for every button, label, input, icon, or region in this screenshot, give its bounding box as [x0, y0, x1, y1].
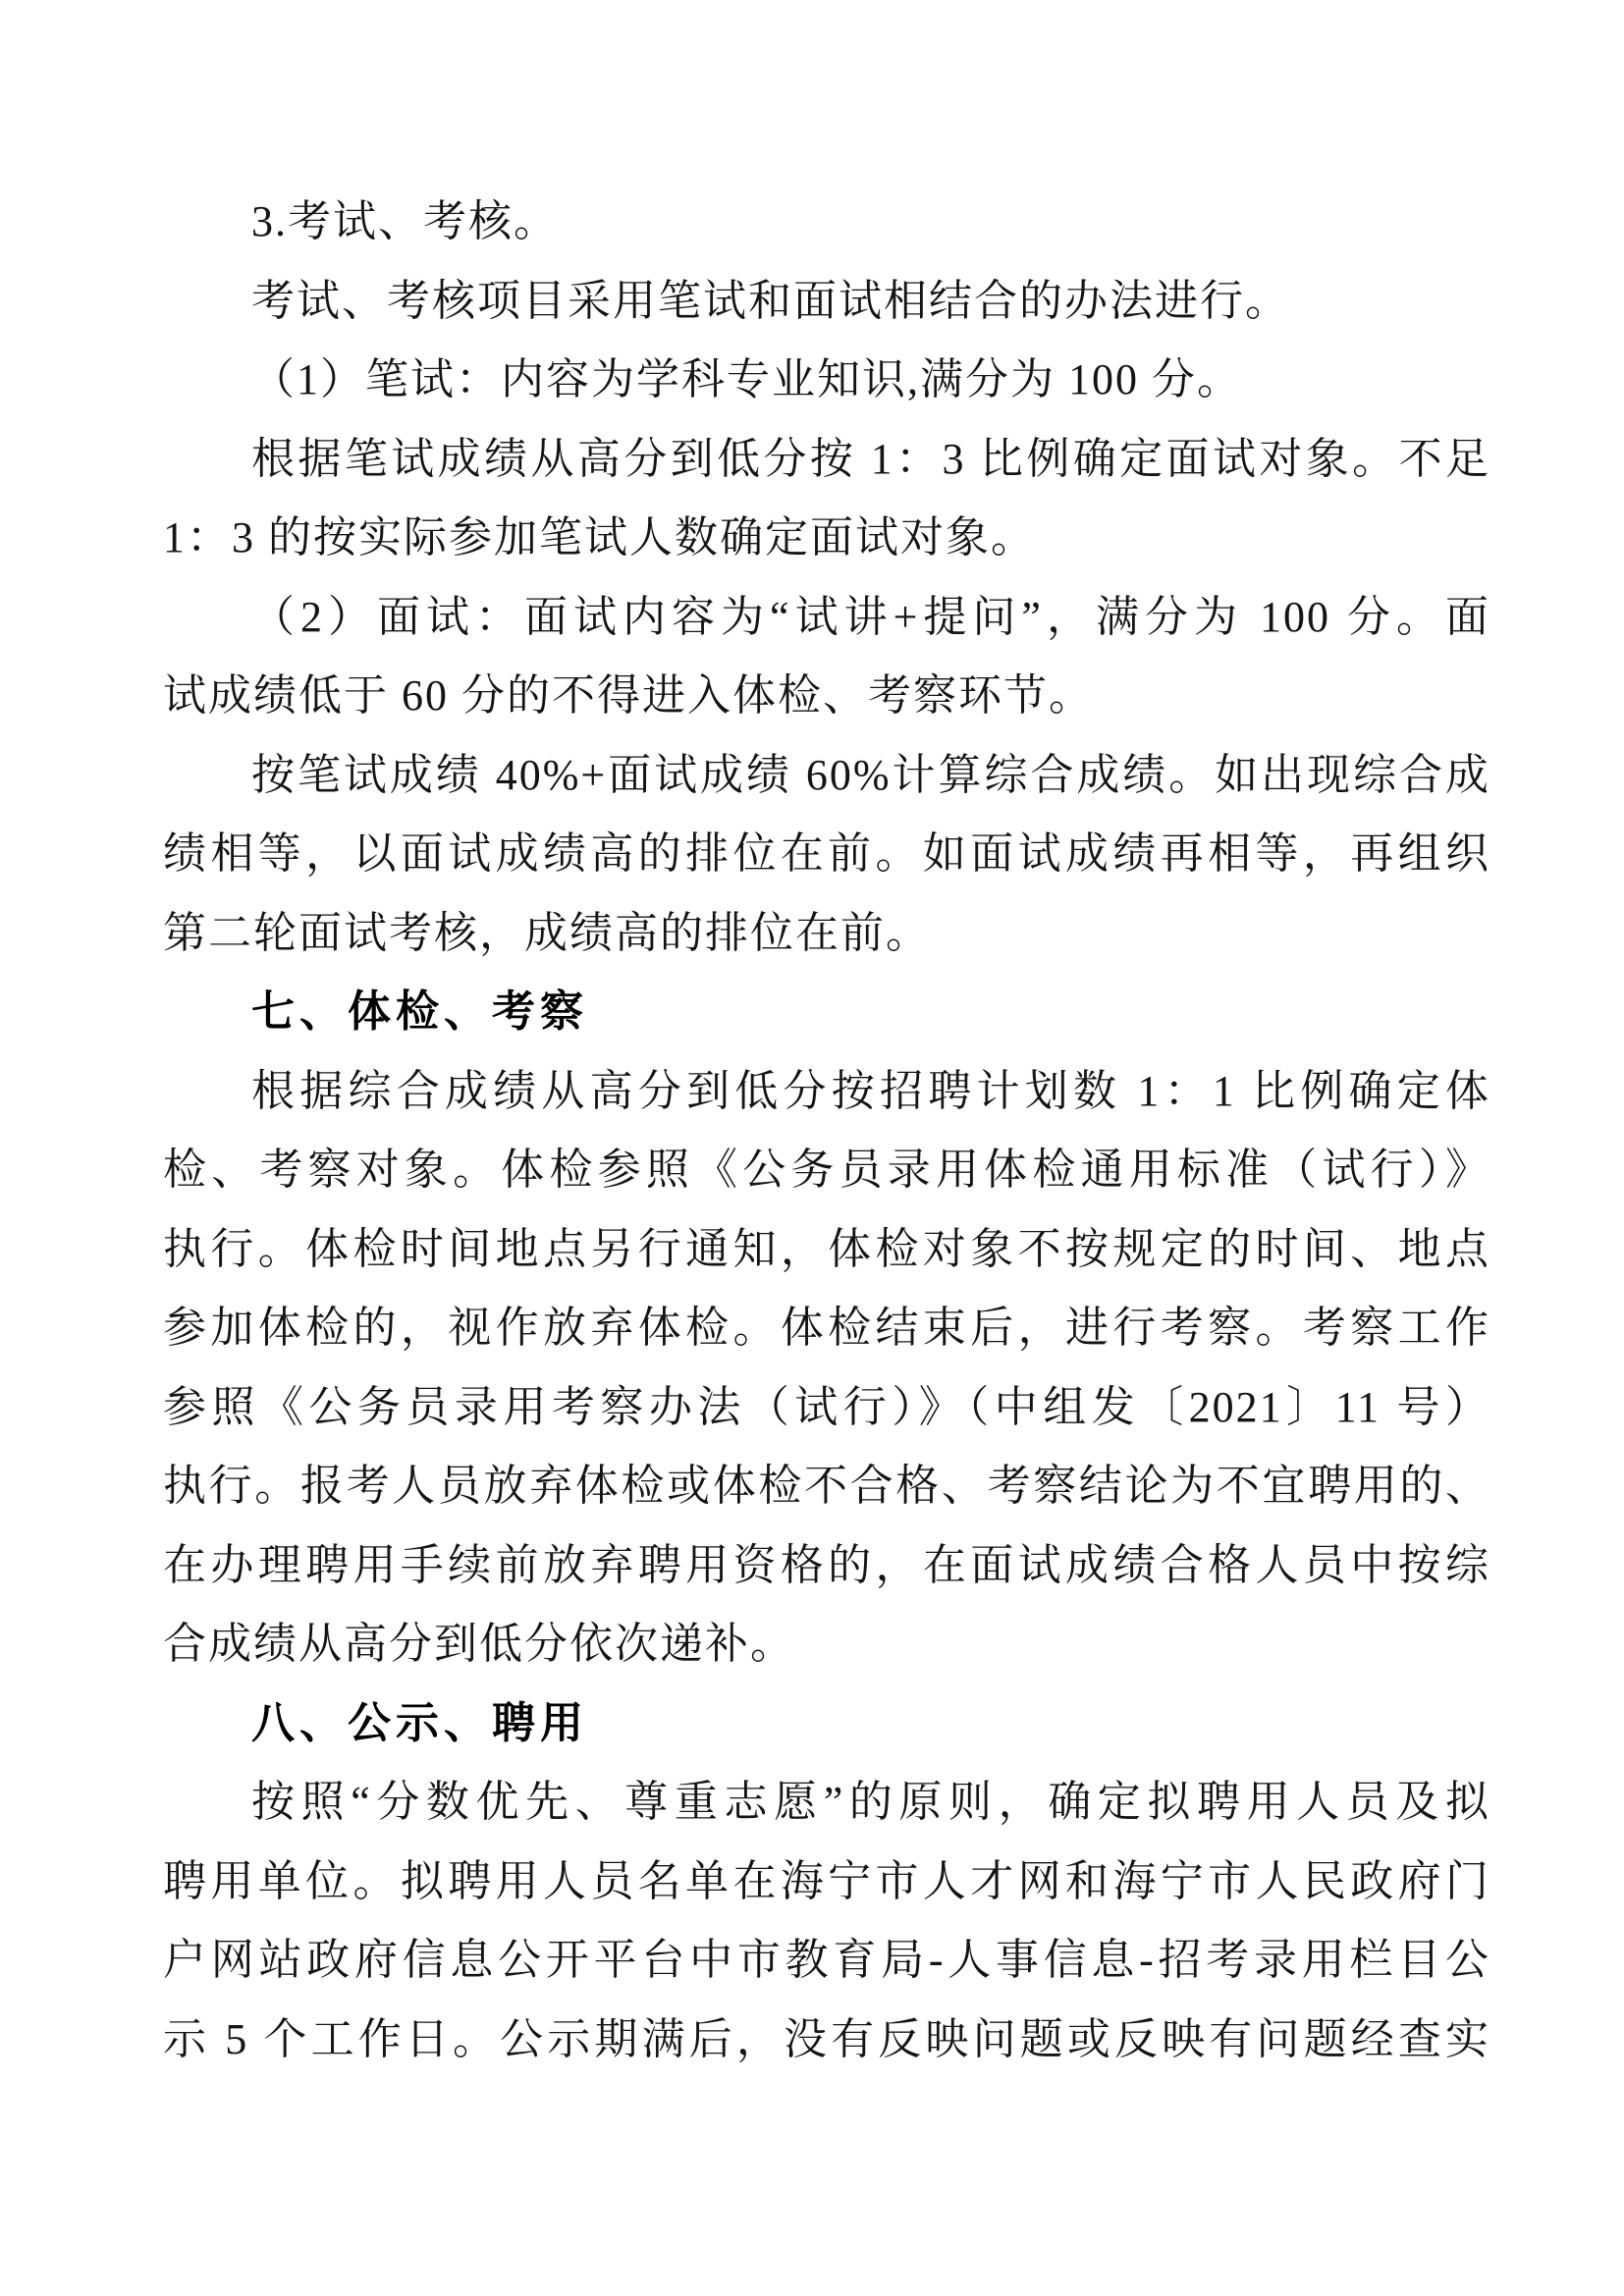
text-line: 聘用单位。拟聘用人员名单在海宁市人才网和海宁市人民政府门	[163, 1856, 1490, 1905]
section-heading-physical-exam: 七、体检、考察	[251, 988, 588, 1036]
text-line: 根据综合成绩从高分到低分按招聘计划数 1：1 比例确定体	[251, 1066, 1490, 1115]
document-body	[163, 183, 1490, 2079]
text-line: 试成绩低于 60 分的不得进入体检、考察环节。	[163, 671, 1094, 720]
text-line: 绩相等，以面试成绩高的排位在前。如面试成绩再相等，再组织	[163, 829, 1490, 878]
text-line: 执行。报考人员放弃体检或体检不合格、考察结论为不宜聘用的、	[163, 1462, 1490, 1510]
text-line: 合成绩从高分到低分依次递补。	[163, 1620, 795, 1668]
text-line: 按照“分数优先、尊重志愿”的原则，确定拟聘用人员及拟	[251, 1778, 1490, 1826]
text-line: 参照《公务员录用考察办法（试行）》（中组发〔2021〕11 号）	[163, 1382, 1490, 1431]
text-line: 3.考试、考核。	[251, 197, 559, 245]
text-line: 检、考察对象。体检参照《公务员录用体检通用标准（试行）》	[163, 1146, 1490, 1194]
text-line: 示 5 个工作日。公示期满后，没有反映问题或反映有问题经查实	[163, 2014, 1490, 2063]
text-line: 第二轮面试考核，成绩高的排位在前。	[163, 908, 931, 957]
section-heading-publicity-employment: 八、公示、聘用	[251, 1698, 588, 1747]
text-line: 在办理聘用手续前放弃聘用资格的，在面试成绩合格人员中按综	[163, 1540, 1490, 1589]
text-line: （2）面试：面试内容为“试讲+提问”，满分为 100 分。面	[251, 592, 1490, 641]
text-line: 考试、考核项目采用笔试和面试相结合的办法进行。	[251, 276, 1290, 325]
text-line: 户网站政府信息公开平台中市教育局-人事信息-招考录用栏目公	[163, 1936, 1490, 1984]
text-line: 1：3 的按实际参加笔试人数确定面试对象。	[163, 513, 1036, 561]
text-line: 参加体检的，视作放弃体检。体检结束后，进行考察。考察工作	[163, 1304, 1490, 1352]
text-line: 根据笔试成绩从高分到低分按 1：3 比例确定面试对象。不足	[251, 434, 1490, 483]
text-line: （1）笔试：内容为学科专业知识,满分为 100 分。	[251, 355, 1242, 403]
text-line: 执行。体检时间地点另行通知，体检对象不按规定的时间、地点	[163, 1224, 1490, 1273]
text-line: 按笔试成绩 40%+面试成绩 60%计算综合成绩。如出现综合成	[251, 750, 1490, 799]
